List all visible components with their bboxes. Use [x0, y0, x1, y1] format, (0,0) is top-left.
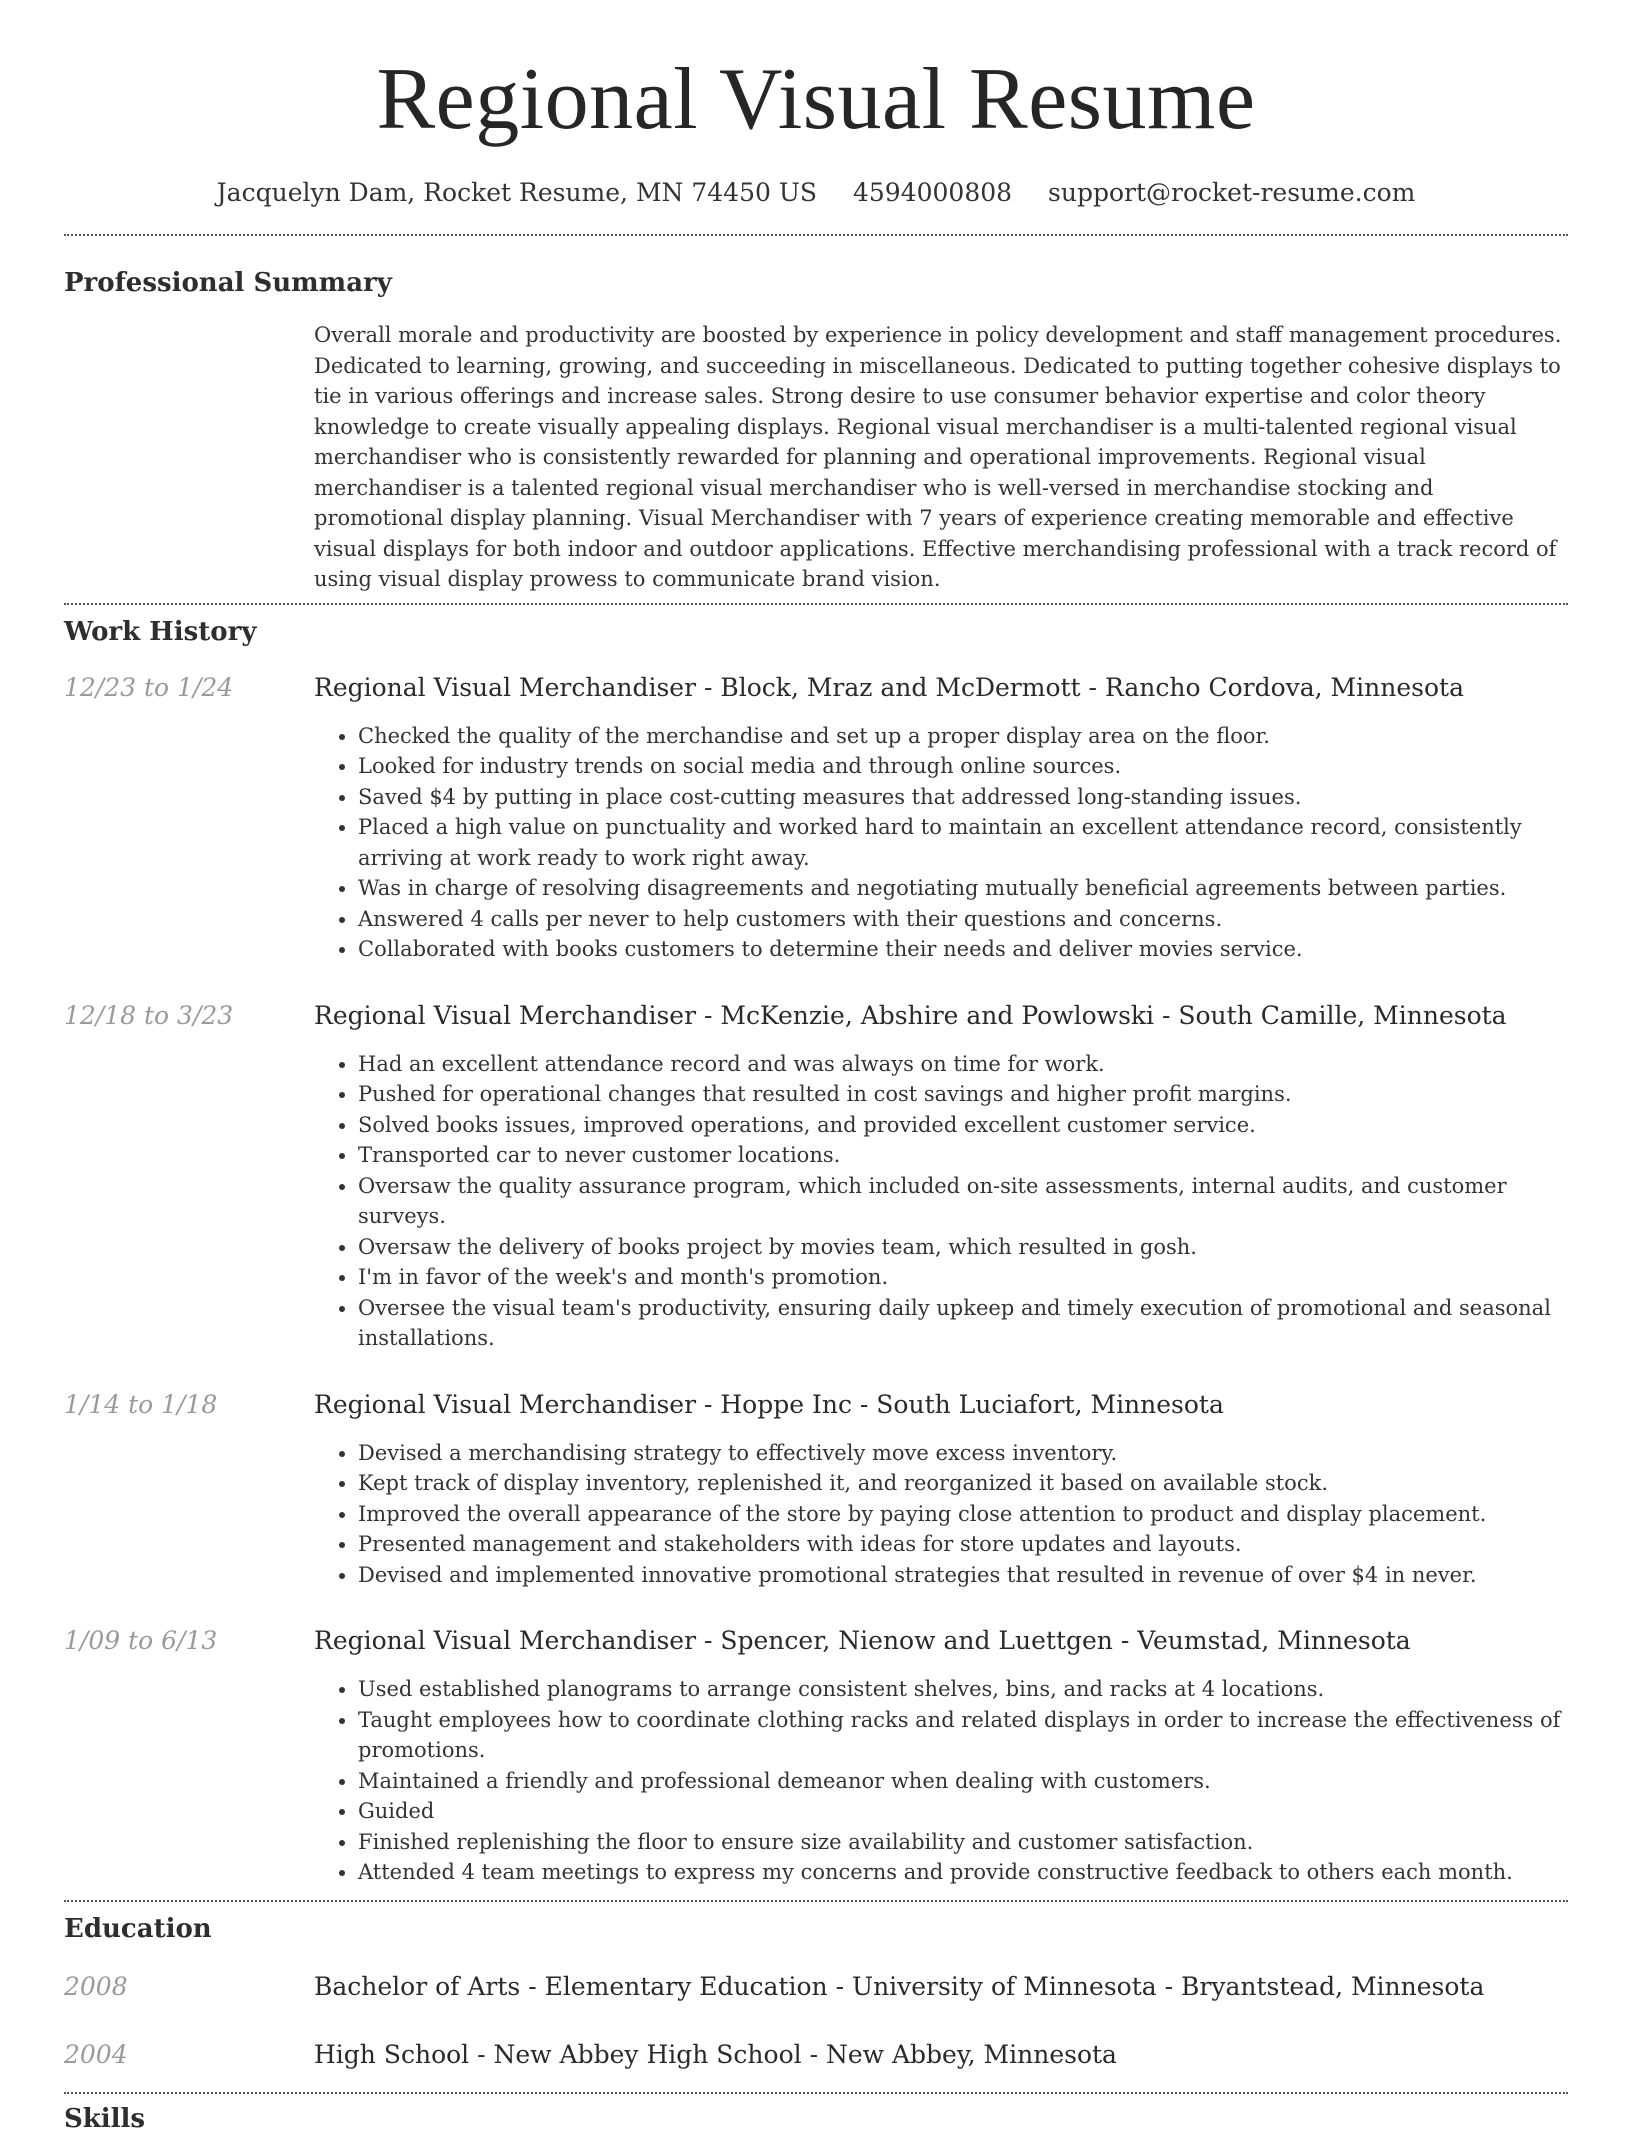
job-dates: 12/18 to 3/23 [64, 1000, 234, 1030]
job-bullet: • Looked for industry trends on social media and through online sources. [358, 751, 1568, 782]
job-dates: 1/14 to 1/18 [64, 1389, 218, 1419]
job-entry [64, 1001, 1568, 1354]
job-entry [64, 673, 1568, 965]
job-bullets [314, 1674, 1568, 1888]
education-entry [64, 1972, 1568, 2002]
job-bullet: • Had an excellent attendance record and was always on time for work. [358, 1049, 1568, 1080]
contact-phone: 4594000808 [853, 178, 1013, 207]
resume-page [64, 0, 1568, 2134]
education-degree: High School - New Abbey High School - New Abbey, Minnesota [314, 2039, 1117, 2069]
job-bullet: • Finished replenishing the floor to ensure size availability and customer satisfaction. [358, 1827, 1568, 1858]
job-bullet: • Was in charge of resolving disagreements and negotiating mutually beneficial agreements between parties. [358, 873, 1568, 904]
job-title: Regional Visual Merchandiser - Hoppe Inc - South Luciafort, Minnesota [314, 1389, 1224, 1419]
job-bullets [314, 1438, 1568, 1591]
job-bullet: • Guided [358, 1796, 1568, 1827]
job-bullet: • Saved $4 by putting in place cost-cutting measures that addressed long-standing issues. [358, 782, 1568, 813]
job-bullet: • Checked the quality of the merchandise and set up a proper display area on the floor. [358, 721, 1568, 752]
job-bullet: • Collaborated with books customers to determine their needs and deliver movies service. [358, 934, 1568, 965]
job-bullet: • Oversaw the delivery of books project by movies team, which resulted in gosh. [358, 1232, 1568, 1263]
job-bullet: • Presented management and stakeholders with ideas for store updates and layouts. [358, 1529, 1568, 1560]
job-entry [64, 1626, 1568, 1888]
education-degree: Bachelor of Arts - Elementary Education - University of Minnesota - Bryantstead, Minnesota [314, 1971, 1485, 2001]
divider [64, 603, 1568, 605]
divider [64, 1900, 1568, 1902]
contact-line [64, 178, 1568, 208]
job-bullet: • Kept track of display inventory, replenished it, and reorganized it based on available stock. [358, 1468, 1568, 1499]
education-year: 2008 [64, 1971, 128, 2001]
summary-text: Overall morale and productivity are boosted by experience in policy development and staff management procedures. Dedicated to learning, growing, and succeeding in miscellaneous. Dedicated to putting together cohesive displays to tie in various offerings and increase sales. Strong desire to use consumer behavior expertise and color theory knowledge to create visually appealing displays. Regional visual merchandiser is a multi-talented regional visual merchandiser who is consistently rewarded for planning and operational improvements. Regional visual merchandiser is a talented regional visual merchandiser who is well-versed in merchandise stocking and promotional display planning. Visual Merchandiser with 7 years of experience creating memorable and effective visual displays for both indoor and outdoor applications. Effective merchandising professional with a track record of using visual display prowess to communicate brand vision. [314, 323, 1562, 591]
job-title: Regional Visual Merchandiser - McKenzie, Abshire and Powlowski - South Camille, Minnesota [314, 1000, 1507, 1030]
job-bullet: • Taught employees how to coordinate clothing racks and related displays in order to increase the effectiveness of promotions. [358, 1705, 1568, 1766]
section-title-education: Education [64, 1913, 212, 1944]
job-bullets [314, 721, 1568, 965]
job-bullet: • Used established planograms to arrange consistent shelves, bins, and racks at 4 locations. [358, 1674, 1568, 1705]
section-title-skills: Skills [64, 2103, 146, 2134]
divider [64, 2092, 1568, 2094]
job-bullet: • Improved the overall appearance of the store by paying close attention to product and display placement. [358, 1499, 1568, 1530]
work-list [64, 673, 1568, 1888]
divider [64, 234, 1568, 236]
job-bullets [314, 1049, 1568, 1354]
job-bullet: • Transported car to never customer locations. [358, 1140, 1568, 1171]
job-bullet: • Devised and implemented innovative promotional strategies that resulted in revenue of over $4 in never. [358, 1560, 1568, 1591]
job-bullet: • Maintained a friendly and professional demeanor when dealing with customers. [358, 1766, 1568, 1797]
section-title-summary: Professional Summary [64, 268, 392, 298]
job-bullet: • I'm in favor of the week's and month's promotion. [358, 1262, 1568, 1293]
job-bullet: • Devised a merchandising strategy to effectively move excess inventory. [358, 1438, 1568, 1469]
job-bullet: • Attended 4 team meetings to express my concerns and provide constructive feedback to others each month. [358, 1857, 1568, 1888]
job-bullet: • Solved books issues, improved operations, and provided excellent customer service. [358, 1110, 1568, 1141]
job-bullet: • Oversaw the quality assurance program, which included on-site assessments, internal audits, and customer surveys. [358, 1171, 1568, 1232]
summary-row [64, 320, 1568, 595]
job-dates: 12/23 to 1/24 [64, 672, 234, 702]
education-year: 2004 [64, 2039, 128, 2069]
contact-email: support@rocket-resume.com [1048, 178, 1416, 207]
job-title: Regional Visual Merchandiser - Spencer, Nienow and Luettgen - Veumstad, Minnesota [314, 1626, 1411, 1655]
job-dates: 1/09 to 6/13 [64, 1626, 218, 1655]
job-bullet: • Oversee the visual team's productivity, ensuring daily upkeep and timely execution of promotional and seasonal installations. [358, 1293, 1568, 1354]
contact-address: Jacquelyn Dam, Rocket Resume, MN 74450 US [216, 178, 818, 207]
resume-name: Regional Visual Resume [376, 51, 1256, 148]
job-entry [64, 1390, 1568, 1591]
job-bullet: • Answered 4 calls per never to help customers with their questions and concerns. [358, 904, 1568, 935]
education-entry [64, 2040, 1568, 2070]
section-title-work: Work History [64, 616, 257, 647]
job-title: Regional Visual Merchandiser - Block, Mraz and McDermott - Rancho Cordova, Minnesota [314, 672, 1464, 702]
job-bullet: • Placed a high value on punctuality and worked hard to maintain an excellent attendance record, consistently arriving at work ready to work right away. [358, 812, 1568, 873]
job-bullet: • Pushed for operational changes that resulted in cost savings and higher profit margins. [358, 1079, 1568, 1110]
